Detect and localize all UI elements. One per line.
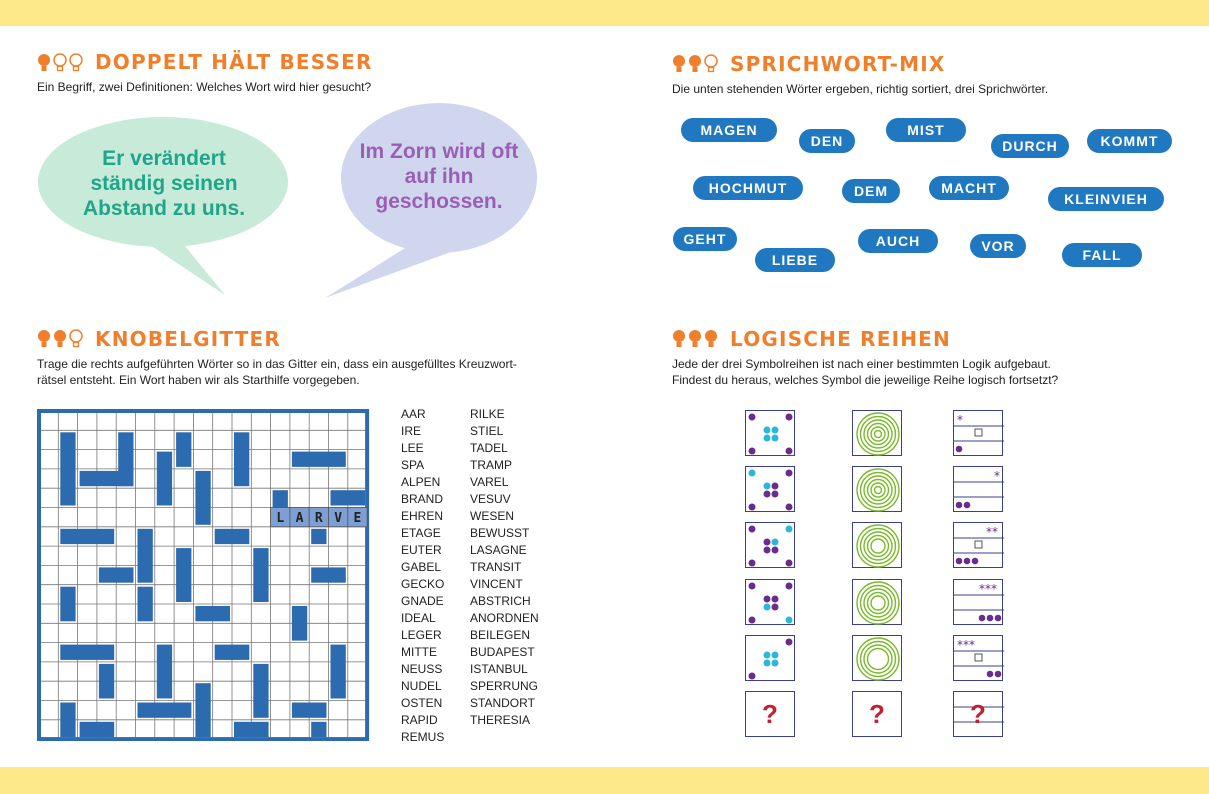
dot xyxy=(764,427,771,434)
word-list-item: NUDEL xyxy=(401,679,442,693)
word-pill: MACHT xyxy=(929,176,1009,200)
word-list-item: ANORDNEN xyxy=(470,611,539,625)
ring xyxy=(857,525,899,567)
word-list-item: ABSTRICH xyxy=(470,594,531,608)
word-list-item: AAR xyxy=(401,407,426,421)
ring xyxy=(857,413,899,455)
bubble-left-text: Er verändert ständig seinen Abstand zu uns. xyxy=(82,147,246,220)
grid-block xyxy=(80,471,134,486)
start-word-letter: R xyxy=(314,511,323,527)
ring xyxy=(861,417,896,452)
section-description-logische-1: Jede der drei Symbolreihen ist nach einer bestimmten Logik aufgebaut. xyxy=(672,357,1051,371)
word-list-item: STANDORT xyxy=(470,696,535,710)
dot xyxy=(786,470,793,477)
word-list-item: BEILEGEN xyxy=(470,628,531,642)
grid-block xyxy=(60,432,75,505)
word-pill: DEN xyxy=(799,129,855,153)
word-list-item: LEGER xyxy=(401,628,442,642)
dot xyxy=(995,671,1002,678)
word-list-item: LASAGNE xyxy=(470,543,527,557)
sequence-rings-box xyxy=(852,635,902,681)
grid-block xyxy=(60,529,114,544)
word-pill: AUCH xyxy=(858,229,938,253)
dot xyxy=(764,596,771,603)
dot xyxy=(749,617,756,624)
ring xyxy=(861,529,896,564)
word-list-item: GABEL xyxy=(401,560,442,574)
dot xyxy=(764,604,771,611)
ring xyxy=(871,483,885,497)
grid-block xyxy=(99,567,134,582)
dot xyxy=(964,502,971,509)
lightbulb-icon xyxy=(37,328,87,350)
word-list-item: TRANSIT xyxy=(470,560,522,574)
difficulty-bulbs xyxy=(37,328,87,350)
sequence-rings-box xyxy=(852,466,902,512)
ring xyxy=(857,469,899,511)
grid-block xyxy=(215,645,250,660)
dot xyxy=(995,615,1002,622)
grid-block xyxy=(292,452,346,467)
dot xyxy=(786,639,793,646)
sequence-panel-box xyxy=(953,522,1003,568)
grid-block xyxy=(311,567,346,582)
dot xyxy=(786,504,793,511)
dot xyxy=(764,491,771,498)
sequence-dots-box xyxy=(745,635,795,681)
grid-block xyxy=(157,452,172,506)
dot xyxy=(772,660,779,667)
ring xyxy=(861,586,896,621)
grid-block xyxy=(80,722,115,737)
dot xyxy=(749,673,756,680)
grid-block xyxy=(234,722,269,737)
dot xyxy=(772,547,779,554)
star-icon: * xyxy=(957,413,963,427)
grid-block xyxy=(176,432,191,467)
word-list-item: SPA xyxy=(401,458,425,472)
ring xyxy=(864,420,892,448)
word-pill: MAGEN xyxy=(681,118,777,142)
word-list-column-2 xyxy=(470,406,539,729)
ring xyxy=(875,431,882,438)
word-list-item: GECKO xyxy=(401,577,445,591)
word-pill: GEHT xyxy=(673,227,737,251)
dot xyxy=(786,583,793,590)
word-list-item: RILKE xyxy=(470,407,505,421)
dot xyxy=(764,652,771,659)
question-mark: ? xyxy=(869,699,885,729)
dot xyxy=(987,615,994,622)
section-description-knobelgitter-2: rätsel entsteht. Ein Wort haben wir als Starthilfe vorgegeben. xyxy=(37,373,360,387)
word-list-item: THERESIA xyxy=(470,713,531,727)
word-list-item: IDEAL xyxy=(401,611,436,625)
lightbulb-icon xyxy=(672,53,722,75)
word-pill: FALL xyxy=(1062,243,1142,267)
word-pill: VOR xyxy=(970,234,1026,258)
section-description-logische-2: Findest du heraus, welches Symbol die jeweilige Reihe logisch fortsetzt? xyxy=(672,373,1059,387)
ring xyxy=(871,427,885,441)
sequence-dots-box xyxy=(745,466,795,512)
difficulty-bulbs xyxy=(672,53,722,75)
lightbulb-icon xyxy=(672,328,722,350)
sequence-panel-box xyxy=(953,410,1003,456)
square-icon xyxy=(975,429,982,436)
word-list-item: VESUV xyxy=(470,492,511,506)
dot xyxy=(749,560,756,567)
start-word-letter: E xyxy=(353,511,362,527)
word-list-item: EHREN xyxy=(401,509,444,523)
dot xyxy=(956,558,963,565)
word-pill: DURCH xyxy=(991,134,1069,158)
sequence-answer-box xyxy=(953,691,1003,737)
word-pill: KLEINVIEH xyxy=(1048,187,1164,211)
grid-block xyxy=(253,664,268,718)
dot xyxy=(772,652,779,659)
sequence-panel-box xyxy=(953,579,1003,625)
section-title-logische: LOGISCHE REIHEN xyxy=(730,327,951,351)
dot xyxy=(749,448,756,455)
question-mark: ? xyxy=(762,699,778,729)
dot xyxy=(772,596,779,603)
dot xyxy=(786,448,793,455)
dot xyxy=(764,660,771,667)
word-list-item: BEWUSST xyxy=(470,526,530,540)
word-list-item: VINCENT xyxy=(470,577,523,591)
dot xyxy=(749,470,756,477)
word-list-item: VAREL xyxy=(470,475,509,489)
word-list-item: ALPEN xyxy=(401,475,441,489)
sequence-panel-box xyxy=(953,635,1003,681)
dot xyxy=(764,547,771,554)
word-list-item: TADEL xyxy=(470,441,508,455)
sequence-dots-box xyxy=(745,579,795,625)
question-mark: ? xyxy=(970,699,986,729)
grid-block xyxy=(331,490,366,505)
ring xyxy=(875,487,882,494)
grid-block xyxy=(60,587,75,622)
dot xyxy=(764,483,771,490)
dot xyxy=(749,526,756,533)
word-list-item: GNADE xyxy=(401,594,444,608)
grid-block xyxy=(60,703,75,738)
dot xyxy=(956,502,963,509)
dot xyxy=(772,483,779,490)
grid-block xyxy=(195,606,230,621)
grid-block xyxy=(215,529,250,544)
square-icon xyxy=(975,654,982,661)
ring xyxy=(864,645,892,673)
grid-block xyxy=(331,645,346,699)
grid-block xyxy=(157,645,172,699)
grid-block xyxy=(138,587,153,622)
dot xyxy=(786,617,793,624)
sequence-panel-box xyxy=(953,466,1003,512)
dot xyxy=(772,427,779,434)
dot xyxy=(786,560,793,567)
word-list-item: OSTEN xyxy=(401,696,443,710)
dot xyxy=(772,491,779,498)
grid-block xyxy=(253,548,268,602)
word-list-column-1 xyxy=(401,406,444,746)
dot xyxy=(956,446,963,453)
word-list-item: ETAGE xyxy=(401,526,441,540)
ring xyxy=(857,582,899,624)
section-description-knobelgitter-1: Trage die rechts aufgeführten Wörter so in das Gitter ein, dass ein ausgefülltes Kreuzwort- xyxy=(37,357,517,371)
dot xyxy=(972,558,979,565)
crossword-grid xyxy=(37,409,375,741)
grid-block xyxy=(292,606,307,641)
ring xyxy=(864,476,892,504)
dot xyxy=(772,435,779,442)
word-list-item: STIEL xyxy=(470,424,504,438)
word-list-item: RAPID xyxy=(401,713,438,727)
ring xyxy=(871,539,885,553)
ring xyxy=(857,638,899,680)
ring xyxy=(861,473,896,508)
word-list-item: BUDAPEST xyxy=(470,645,535,659)
dot xyxy=(772,604,779,611)
bottom-band xyxy=(0,767,1209,794)
dot xyxy=(786,414,793,421)
bubble-right-text: Im Zorn wird oft auf ihn geschossen. xyxy=(359,140,519,213)
dot xyxy=(764,539,771,546)
difficulty-bulbs xyxy=(37,52,87,74)
dot xyxy=(749,414,756,421)
grid-block xyxy=(195,683,210,737)
grid-block xyxy=(138,703,192,718)
dot xyxy=(749,583,756,590)
section-description-doppelt: Ein Begriff, zwei Definitionen: Welches Wort wird hier gesucht? xyxy=(37,80,372,94)
star-icon: ** xyxy=(986,525,998,539)
dot xyxy=(786,526,793,533)
word-pill: MIST xyxy=(886,118,966,142)
grid-block xyxy=(176,548,191,602)
star-icon: *** xyxy=(979,582,997,596)
grid-block xyxy=(311,722,326,737)
top-band xyxy=(0,0,1209,26)
ring xyxy=(864,589,892,617)
square-icon xyxy=(975,541,982,548)
grid-block xyxy=(292,703,327,718)
grid-block xyxy=(195,471,210,525)
grid-block xyxy=(138,529,153,583)
lightbulb-icon xyxy=(37,52,87,74)
section-title-knobelgitter: KNOBELGITTER xyxy=(95,327,281,351)
difficulty-bulbs xyxy=(672,328,722,350)
section-description-sprichwort: Die unten stehenden Wörter ergeben, richtig sortiert, drei Sprichwörter. xyxy=(672,82,1049,96)
dot xyxy=(772,539,779,546)
sequence-answer-box xyxy=(745,691,795,737)
start-word-letter: A xyxy=(295,511,304,527)
word-list-item: REMUS xyxy=(401,730,445,744)
star-icon: * xyxy=(994,469,1000,483)
start-word-letter: L xyxy=(276,511,285,527)
word-list-item: TRAMP xyxy=(470,458,512,472)
word-list-item: ISTANBUL xyxy=(470,662,528,676)
star-icon: *** xyxy=(957,638,975,652)
section-title-doppelt: DOPPELT HÄLT BESSER xyxy=(95,50,373,74)
ring xyxy=(871,596,885,610)
word-pill: KOMMT xyxy=(1087,129,1172,153)
word-pill: LIEBE xyxy=(755,248,835,272)
word-list-item: NEUSS xyxy=(401,662,443,676)
start-word-letter: V xyxy=(334,511,343,527)
grid-block xyxy=(99,664,114,699)
sequence-dots-box xyxy=(745,522,795,568)
sequence-answer-box xyxy=(852,691,902,737)
dot xyxy=(764,435,771,442)
sequence-rings-box xyxy=(852,410,902,456)
dot xyxy=(749,504,756,511)
word-pill: HOCHMUT xyxy=(693,176,803,200)
word-list-item: IRE xyxy=(401,424,422,438)
sequence-rings-box xyxy=(852,579,902,625)
dot xyxy=(987,671,994,678)
ring xyxy=(864,532,892,560)
dot xyxy=(964,558,971,565)
ring xyxy=(861,642,896,677)
sequence-dots-box xyxy=(745,410,795,456)
word-list-item: BRAND xyxy=(401,492,444,506)
grid-block xyxy=(234,432,249,486)
word-list-item: LEE xyxy=(401,441,424,455)
word-list-item: MITTE xyxy=(401,645,437,659)
section-title-sprichwort: SPRICHWORT-MIX xyxy=(730,52,946,76)
grid-block xyxy=(60,645,114,660)
sequence-rings-box xyxy=(852,522,902,568)
grid-block xyxy=(311,529,326,544)
ring xyxy=(868,649,889,670)
word-list-item: EUTER xyxy=(401,543,442,557)
word-list-item: SPERRUNG xyxy=(470,679,539,693)
word-pill: DEM xyxy=(842,179,900,203)
word-list-item: WESEN xyxy=(470,509,515,523)
dot xyxy=(979,615,986,622)
